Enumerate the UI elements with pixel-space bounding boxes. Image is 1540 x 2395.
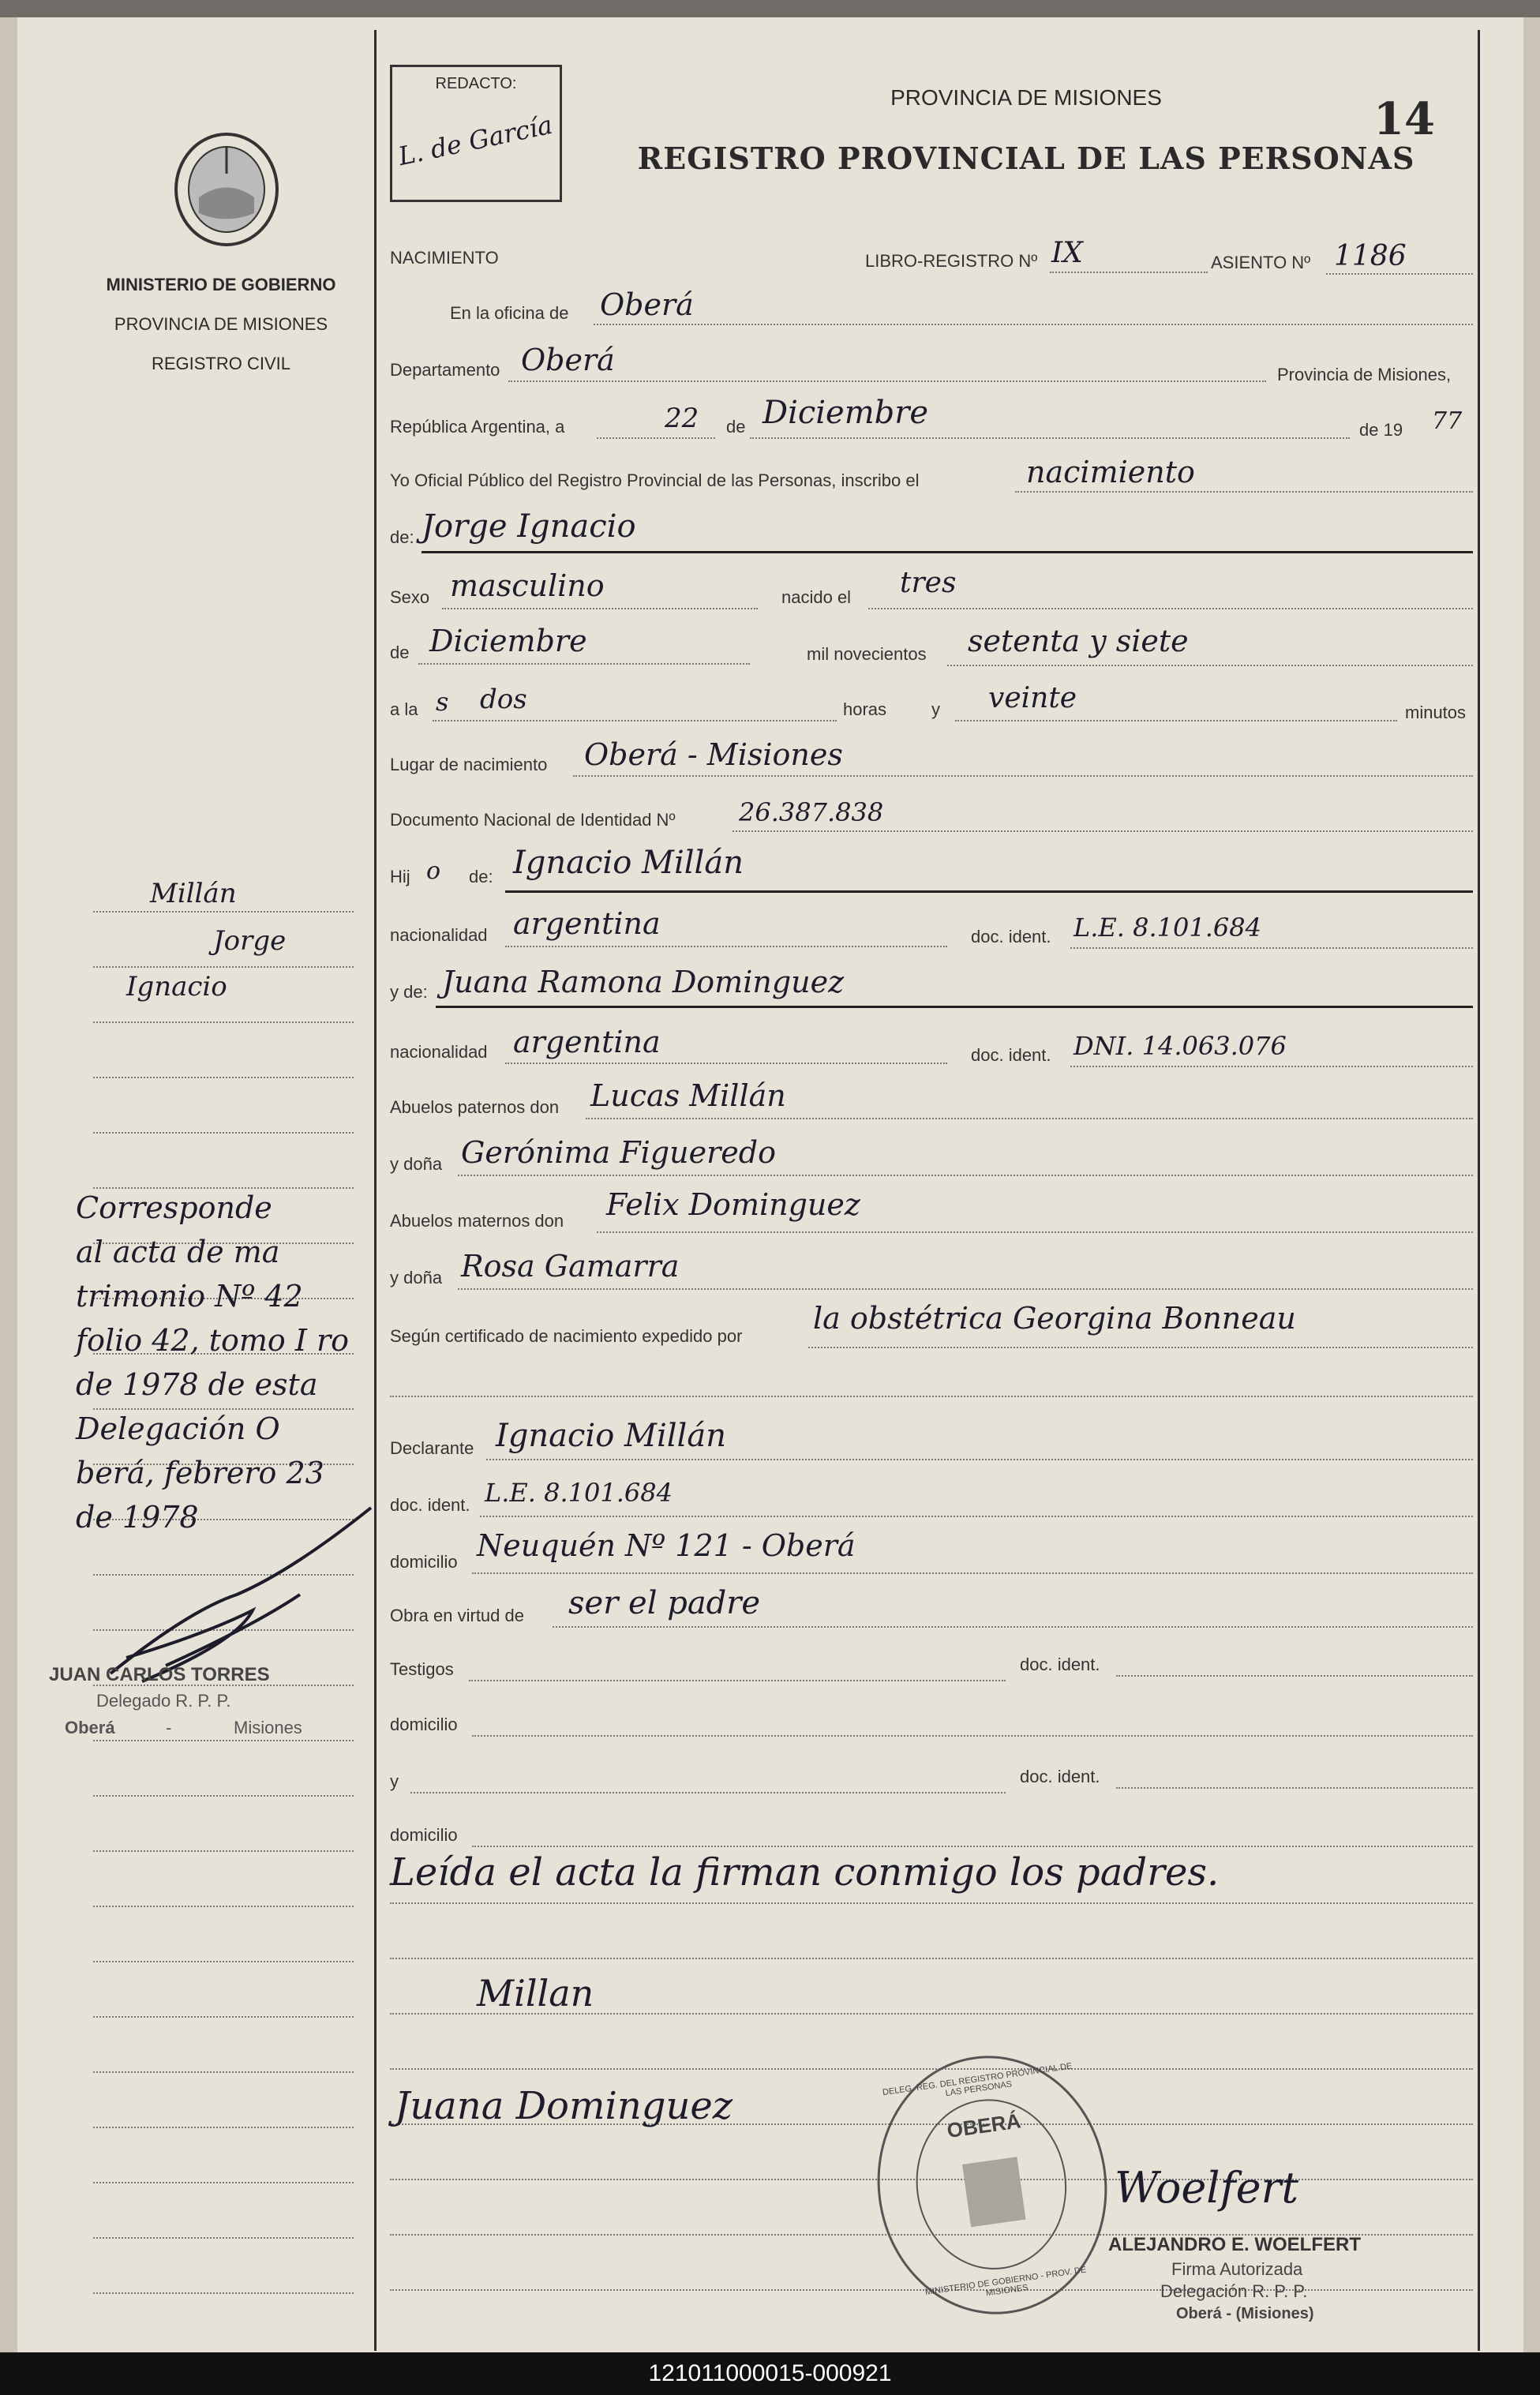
nacido-dia-value: tres [900,567,957,599]
hij-de-label: de: [469,867,493,886]
margin-line [93,966,354,968]
mother-signature: Juana Dominguez [395,2084,733,2128]
year-prefix-label: de 19 [1359,420,1403,440]
provincia-label: Provincia de Misiones, [1277,365,1452,384]
header-province: PROVINCIA DE MISIONES [890,85,1162,110]
testigos-doc-label: doc. ident. [1020,1655,1100,1674]
mil-label: mil novecientos [807,644,927,664]
nacimiento-label: NACIMIENTO [390,248,499,268]
margin-line [93,1906,354,1907]
right-border [1478,30,1480,2351]
sexo-label: Sexo [390,587,430,607]
de-label: de [726,417,746,437]
note-line: de 1978 [76,1500,199,1535]
margin-line [93,1408,354,1410]
obra-label: Obra en virtud de [390,1606,524,1625]
note-line: Delegación O [76,1411,280,1446]
nombre-value: Jorge Ignacio [422,508,636,545]
delegate-role: Delegado R. P. P. [96,1691,231,1711]
margin-line [93,1187,354,1189]
horas-label: horas [843,699,887,719]
testigo2-label: y [390,1771,399,1791]
declarante-label: Declarante [390,1438,474,1458]
redacto-value: L. de García [395,109,556,172]
inscribo-label: Yo Oficial Público del Registro Provincial de las Personas, inscribo el [390,470,920,490]
registry-label: REGISTRO CIVIL [151,354,291,373]
delegate-place-b: Misiones [234,1718,302,1737]
province-label: PROVINCIA DE MISIONES [114,314,328,334]
abuela-pat-value: Gerónima Figueredo [461,1135,776,1170]
authority-role: Firma Autorizada [1171,2259,1303,2279]
padre-nac-value: argentina [513,906,661,941]
authority-name: ALEJANDRO E. WOELFERT [1108,2234,1362,2255]
note-line: folio 42, tomo I ro [76,1323,349,1358]
nacido-mes-value: Diciembre [429,624,587,658]
authority-place: Oberá - (Misiones) [1176,2305,1314,2322]
seal-ring-text: DELEG. REG. DEL REGISTRO PROVINCIAL DE LAS PERSONAS [882,2061,1074,2099]
margin-line [93,2127,354,2128]
margin-line [93,2182,354,2183]
delegate-place-a: Oberá [65,1718,115,1737]
sexo-value: masculino [450,568,605,603]
note-line: trimonio Nº 42 [76,1279,303,1314]
segun-label: Según certificado de nacimiento expedido por [390,1326,743,1346]
ministry-label: MINISTERIO DE GOBIERNO [106,275,336,294]
margin-line [93,1850,354,1852]
margin-surname: Millán [150,878,237,909]
lugar-value: Oberá - Misiones [584,737,843,772]
padre-doc-label: doc. ident. [971,927,1051,946]
testigo2-domicilio-label: domicilio [390,1825,458,1845]
alas-label: a la [390,699,418,719]
y-label: y [931,699,940,719]
abuela-mat-label: y doña [390,1268,443,1287]
hij-suffix: o [426,857,441,885]
minutos-value: veinte [988,682,1077,714]
note-line: de 1978 de esta [76,1367,318,1402]
note-line: al acta de ma [76,1235,280,1269]
departamento-value: Oberá [521,343,615,377]
blank-line [390,1902,1473,1904]
oficina-label: En la oficina de [450,303,569,323]
mes-value: Diciembre [763,395,929,431]
hora-prefix: s [436,687,449,717]
coat-of-arms-icon [167,130,286,257]
madre-value: Juana Ramona Dominguez [442,965,845,999]
testigo2-doc-label: doc. ident. [1020,1767,1100,1786]
margin-first-name: Jorge [213,925,287,957]
margin-line [93,1740,354,1741]
libro-value: IX [1051,237,1083,269]
libro-label: LIBRO-REGISTRO Nº [865,251,1038,271]
padre-value: Ignacio Millán [513,845,744,881]
margin-line [93,2071,354,2073]
nacido-anio-value: setenta y siete [968,624,1189,658]
de-mes-label: de [390,643,410,662]
margin-line [93,2016,354,2018]
asiento-value: 1186 [1334,240,1407,272]
padre-doc-value: L.E. 8.101.684 [1074,913,1261,943]
redacto-label: REDACTO: [435,75,517,92]
abuelos-pat-label: Abuelos paternos don [390,1097,560,1117]
authority-office: Delegación R. P. P. [1160,2281,1308,2301]
document-id-bar: 121011000015-000921 [0,2352,1540,2395]
abuelo-mat-value: Felix Dominguez [606,1187,860,1222]
blank-line [390,1958,1473,1959]
inscribo-value: nacimiento [1026,455,1195,489]
hora-value: dos [480,684,527,715]
madre-doc-value: DNI. 14.063.076 [1074,1031,1287,1061]
blank-line [390,2068,1473,2070]
yde-label: y de: [390,982,428,1002]
testigos-label: Testigos [390,1659,454,1679]
departamento-label: Departamento [390,360,500,380]
dni-value: 26.387.838 [739,797,884,827]
margin-line [93,1795,354,1797]
hij-label: Hij [390,867,410,886]
note-line: berá, febrero 23 [76,1456,324,1490]
anio-value: 77 [1432,407,1463,435]
seal-bottom-text: MINISTERIO DE GOBIERNO - PROV. DE MISIONES [924,2265,1088,2299]
margin-line [93,2292,354,2294]
declarante-doc-label: doc. ident. [390,1495,470,1515]
margin-line [93,911,354,913]
closing-text: Leída el acta la firman conmigo los padres. [390,1850,1220,1895]
abuela-mat-value: Rosa Gamarra [461,1249,680,1284]
padre-nac-label: nacionalidad [390,925,488,945]
note-line: Corresponde [76,1190,272,1225]
de-nombre-label: de: [390,527,414,547]
delegate-dash: - [166,1718,172,1737]
left-column-divider [374,30,377,2351]
madre-doc-label: doc. ident. [971,1045,1051,1065]
abuelos-mat-label: Abuelos maternos don [390,1211,564,1231]
redacto-box [390,65,562,202]
top-edge [0,0,1540,17]
lugar-label: Lugar de nacimiento [390,755,548,774]
asiento-label: ASIENTO Nº [1211,253,1311,272]
domicilio-label: domicilio [390,1552,458,1572]
oficina-value: Oberá [600,287,694,322]
margin-line [93,1961,354,1962]
republica-label: República Argentina, a [390,417,565,437]
margin-line [93,1021,354,1023]
page-number: 14 [1373,93,1435,145]
testigos-domicilio-label: domicilio [390,1715,458,1734]
margin-line [93,1077,354,1078]
certificado-value: la obstétrica Georgina Bonneau [813,1301,1296,1336]
abuela-pat-label: y doña [390,1154,443,1174]
madre-nac-value: argentina [513,1025,661,1059]
father-signature: Millan [477,1972,594,2015]
madre-nac-label: nacionalidad [390,1042,488,1062]
dia-value: 22 [665,403,699,434]
margin-line [93,1132,354,1134]
page-title: REGISTRO PROVINCIAL DE LAS PERSONAS [637,141,1415,176]
obra-value: ser el padre [568,1585,761,1621]
margin-line [93,2237,354,2239]
minutos-label: minutos [1405,703,1467,722]
domicilio-value: Neuquén Nº 121 - Oberá [477,1528,856,1563]
delegate-name: JUAN CARLOS TORRES [49,1664,270,1685]
declarante-value: Ignacio Millán [496,1418,726,1454]
nacido-label: nacido el [781,587,852,607]
declarante-doc-value: L.E. 8.101.684 [485,1478,673,1508]
documento-label: Documento Nacional de Identidad Nº [390,810,676,830]
seal-top-text: OBERÁ [945,2108,1023,2143]
margin-second-name: Ignacio [126,971,227,1003]
authority-signature: Woelfert [1115,2163,1299,2213]
abuelo-pat-value: Lucas Millán [590,1078,786,1113]
